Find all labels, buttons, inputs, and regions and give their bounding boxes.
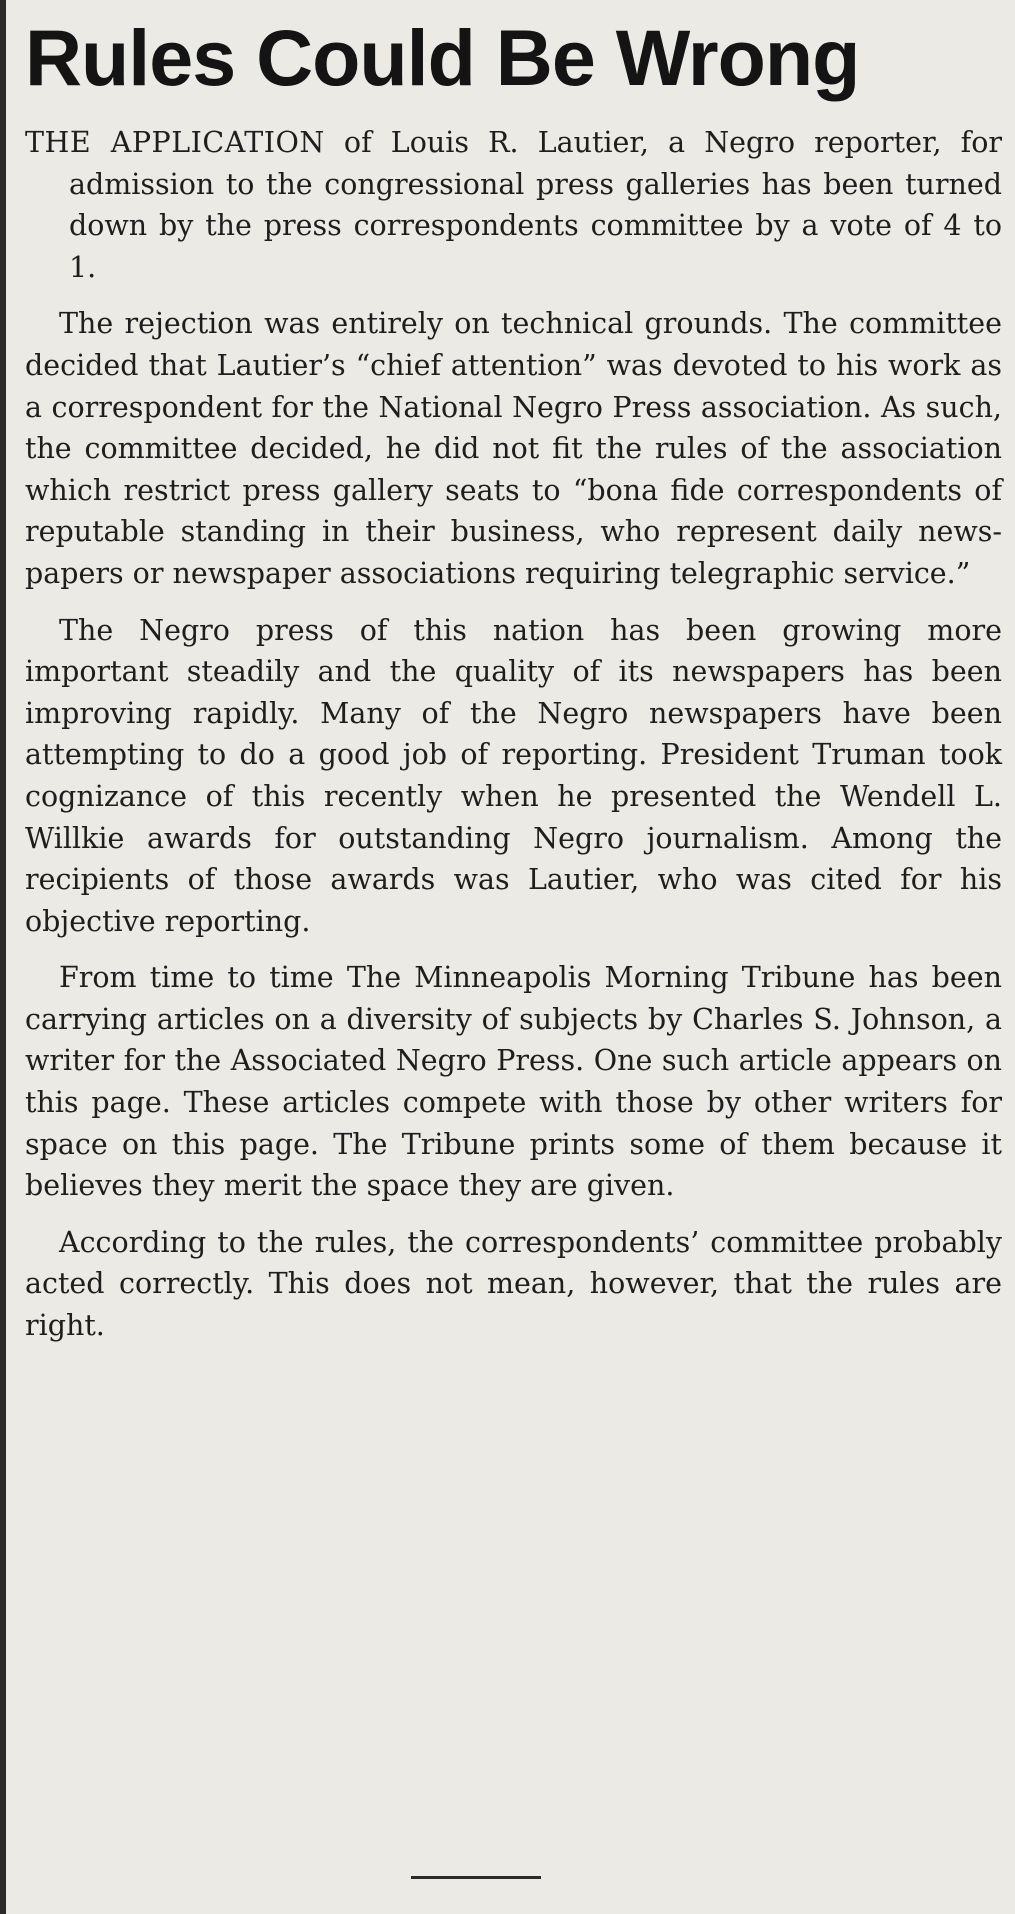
- paragraph-1-lead: THE APPLICATION: [25, 126, 325, 159]
- article-body: [25, 122, 1002, 1362]
- paragraph-1: [25, 122, 1002, 288]
- paragraph-5: According to the rules, the correspondents’ committee probably acted correctly. This does not mean, however, that the rules are right.: [25, 1225, 1002, 1343]
- paragraph-1-text: of Louis R. Lautier, a Negro reporter, for admission to the congressional press galleries has been turned down by the press correspondents committee by a vote of 4 to 1.: [69, 126, 1002, 284]
- paragraph-4: From time to time The Minneapolis Morning Tribune has been carrying articles on a diversity of subjects by Charles S. Johnson, a writer for the Associated Negro Press. One such article appears on this page. These articles compete with those by other writers for space on this page. The Tribune prints some of them because it believes they merit the space they are given.: [25, 961, 1002, 1203]
- end-divider: [411, 1876, 541, 1879]
- paragraph-3: The Negro press of this nation has been growing more important steadily and the quality of its newspapers has been improving rapidly. Many of the Negro newspapers have been attempting to do a good job of reporting. President Truman took cognizance of this recently when he presented the Wendell L. Willkie awards for outstanding Negro journalism. Among the recipients of those awards was Lautier, who was cited for his objective reporting.: [25, 613, 1002, 938]
- column-rule: [0, 0, 6, 1914]
- paragraph-2: The rejection was entirely on technical grounds. The committee decided that Lautier’s “chief attention” was devoted to his work as a correspondent for the National Negro Press association. As such, the committee decided, he did not fit the rules of the association which restrict press gallery seats to “bona fide correspondents of reputable standing in their business, who represent daily newspapers or newspaper associations requiring telegraphic service.”: [25, 307, 1002, 590]
- headline: Rules Could Be Wrong: [25, 13, 860, 102]
